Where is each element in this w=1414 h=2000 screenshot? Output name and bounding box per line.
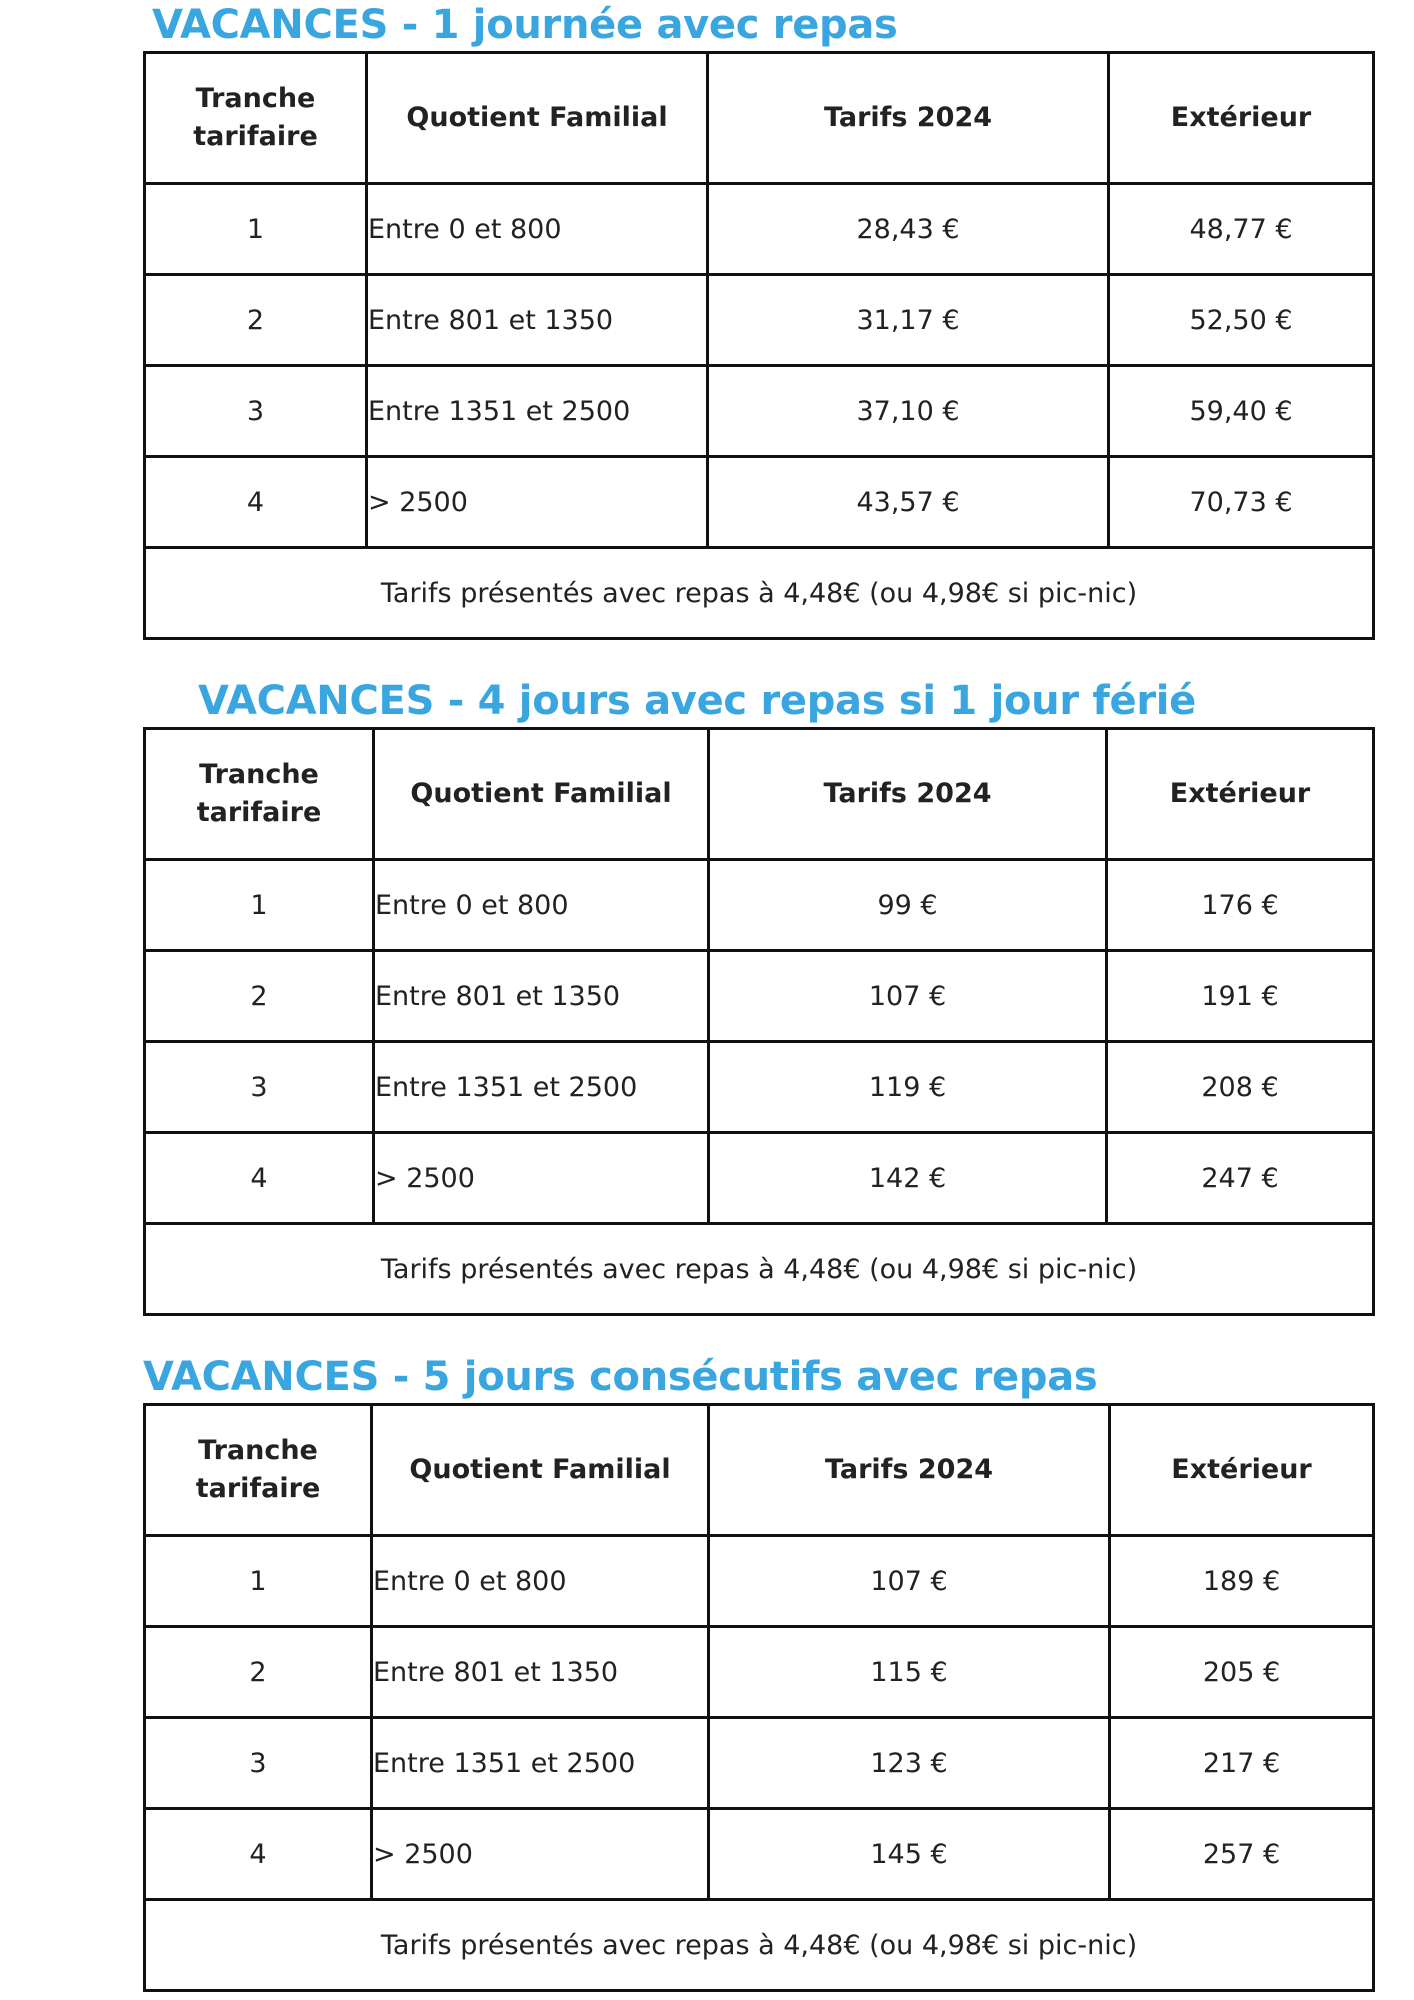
header-tranche-line2: tarifaire bbox=[193, 121, 318, 152]
cell-exterieur: 191 € bbox=[1107, 951, 1374, 1042]
cell-tranche: 4 bbox=[145, 457, 367, 548]
rates-table-5-days bbox=[143, 1403, 1375, 1992]
table-row bbox=[145, 184, 1374, 275]
section-title-4-days: VACANCES - 4 jours avec repas si 1 jour férié bbox=[198, 678, 1196, 724]
table-row bbox=[145, 457, 1374, 548]
cell-tranche: 3 bbox=[145, 366, 367, 457]
table-header-row bbox=[145, 729, 1374, 860]
rates-table-1-day bbox=[143, 51, 1375, 640]
table-row bbox=[145, 275, 1374, 366]
cell-tarif: 115 € bbox=[709, 1627, 1110, 1718]
header-tranche-line1: Tranche bbox=[195, 83, 316, 114]
cell-tarif: 31,17 € bbox=[708, 275, 1109, 366]
header-tranche bbox=[145, 53, 367, 184]
cell-tarif: 28,43 € bbox=[708, 184, 1109, 275]
cell-tranche: 2 bbox=[145, 951, 374, 1042]
cell-tranche: 4 bbox=[145, 1133, 374, 1224]
header-tarifs: Tarifs 2024 bbox=[709, 729, 1107, 860]
table-row bbox=[145, 951, 1374, 1042]
cell-exterieur: 247 € bbox=[1107, 1133, 1374, 1224]
table-note: Tarifs présentés avec repas à 4,48€ (ou 4,98€ si pic-nic) bbox=[145, 1224, 1374, 1315]
cell-tranche: 1 bbox=[145, 860, 374, 951]
header-tarifs: Tarifs 2024 bbox=[708, 53, 1109, 184]
cell-tranche: 1 bbox=[145, 184, 367, 275]
cell-tranche: 1 bbox=[145, 1536, 372, 1627]
header-tranche-line2: tarifaire bbox=[196, 797, 322, 828]
cell-tarif: 107 € bbox=[709, 1536, 1110, 1627]
header-tranche-line2: tarifaire bbox=[195, 1473, 321, 1504]
cell-exterieur: 189 € bbox=[1110, 1536, 1374, 1627]
header-exterieur: Extérieur bbox=[1107, 729, 1374, 860]
cell-tranche: 3 bbox=[145, 1042, 374, 1133]
cell-quotient: > 2500 bbox=[374, 1133, 709, 1224]
cell-exterieur: 70,73 € bbox=[1109, 457, 1374, 548]
cell-tarif: 99 € bbox=[709, 860, 1107, 951]
cell-exterieur: 59,40 € bbox=[1109, 366, 1374, 457]
cell-quotient: Entre 1351 et 2500 bbox=[372, 1718, 709, 1809]
table-row bbox=[145, 1042, 1374, 1133]
header-tranche-line1: Tranche bbox=[199, 759, 319, 790]
table-note: Tarifs présentés avec repas à 4,48€ (ou 4,98€ si pic-nic) bbox=[145, 1900, 1374, 1991]
cell-exterieur: 208 € bbox=[1107, 1042, 1374, 1133]
cell-tarif: 142 € bbox=[709, 1133, 1107, 1224]
cell-quotient: Entre 1351 et 2500 bbox=[367, 366, 708, 457]
table-row bbox=[145, 1133, 1374, 1224]
header-quotient: Quotient Familial bbox=[372, 1405, 709, 1536]
header-quotient: Quotient Familial bbox=[367, 53, 708, 184]
cell-tarif: 145 € bbox=[709, 1809, 1110, 1900]
cell-tarif: 43,57 € bbox=[708, 457, 1109, 548]
cell-exterieur: 205 € bbox=[1110, 1627, 1374, 1718]
section-title-1-day: VACANCES - 1 journée avec repas bbox=[152, 2, 898, 48]
cell-tranche: 2 bbox=[145, 1627, 372, 1718]
cell-quotient: Entre 801 et 1350 bbox=[374, 951, 709, 1042]
table-note-row bbox=[145, 548, 1374, 639]
cell-tarif: 107 € bbox=[709, 951, 1107, 1042]
table-row bbox=[145, 1718, 1374, 1809]
cell-exterieur: 52,50 € bbox=[1109, 275, 1374, 366]
table-note: Tarifs présentés avec repas à 4,48€ (ou 4,98€ si pic-nic) bbox=[145, 548, 1374, 639]
cell-quotient: Entre 0 et 800 bbox=[367, 184, 708, 275]
cell-quotient: Entre 0 et 800 bbox=[372, 1536, 709, 1627]
cell-quotient: Entre 0 et 800 bbox=[374, 860, 709, 951]
table-row bbox=[145, 1809, 1374, 1900]
header-exterieur: Extérieur bbox=[1109, 53, 1374, 184]
cell-tranche: 2 bbox=[145, 275, 367, 366]
table-note-row bbox=[145, 1224, 1374, 1315]
header-tranche bbox=[145, 729, 374, 860]
header-tranche bbox=[145, 1405, 372, 1536]
section-title-5-days: VACANCES - 5 jours consécutifs avec repas bbox=[143, 1354, 1098, 1400]
cell-quotient: Entre 801 et 1350 bbox=[372, 1627, 709, 1718]
cell-tranche: 3 bbox=[145, 1718, 372, 1809]
cell-quotient: Entre 801 et 1350 bbox=[367, 275, 708, 366]
header-quotient: Quotient Familial bbox=[374, 729, 709, 860]
cell-exterieur: 176 € bbox=[1107, 860, 1374, 951]
table-row bbox=[145, 1627, 1374, 1718]
header-tranche-line1: Tranche bbox=[198, 1435, 318, 1466]
cell-tranche: 4 bbox=[145, 1809, 372, 1900]
table-header-row bbox=[145, 53, 1374, 184]
rates-table-4-days bbox=[143, 727, 1375, 1316]
cell-tarif: 119 € bbox=[709, 1042, 1107, 1133]
header-exterieur: Extérieur bbox=[1110, 1405, 1374, 1536]
table-row bbox=[145, 1536, 1374, 1627]
cell-tarif: 37,10 € bbox=[708, 366, 1109, 457]
cell-exterieur: 217 € bbox=[1110, 1718, 1374, 1809]
cell-quotient: > 2500 bbox=[367, 457, 708, 548]
cell-quotient: Entre 1351 et 2500 bbox=[374, 1042, 709, 1133]
table-row bbox=[145, 860, 1374, 951]
cell-exterieur: 257 € bbox=[1110, 1809, 1374, 1900]
table-note-row bbox=[145, 1900, 1374, 1991]
cell-quotient: > 2500 bbox=[372, 1809, 709, 1900]
cell-exterieur: 48,77 € bbox=[1109, 184, 1374, 275]
table-header-row bbox=[145, 1405, 1374, 1536]
table-row bbox=[145, 366, 1374, 457]
cell-tarif: 123 € bbox=[709, 1718, 1110, 1809]
header-tarifs: Tarifs 2024 bbox=[709, 1405, 1110, 1536]
